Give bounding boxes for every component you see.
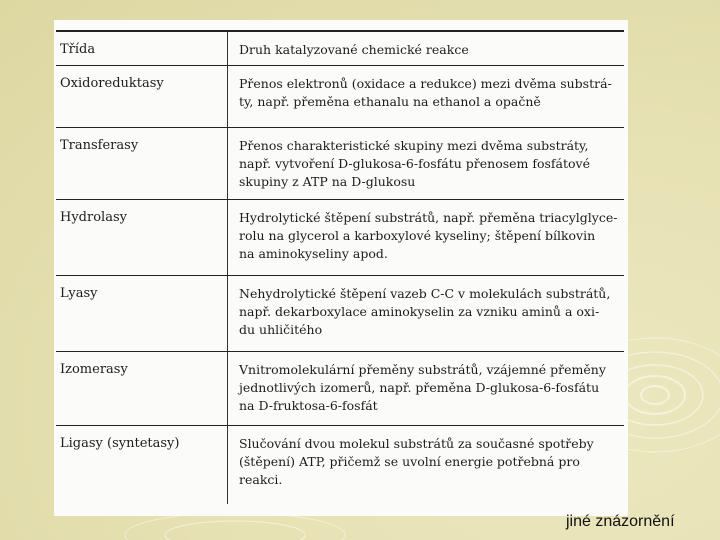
description-line: Nehydrolytické štěpení vazeb C-C v molekulách substrátů, [239,286,611,301]
description-line: rolu na glycerol a karboxylové kyseliny; štěpení bílkovin [239,228,596,243]
class-name: Lyasy [56,276,228,351]
class-name: Hydrolasy [56,200,228,275]
description-line: jednotlivých izomerů, např. přeměna D-glukosa-6-fosfátu [239,380,600,395]
table-row [56,276,624,352]
table-row [56,352,624,426]
class-name: Transferasy [56,128,228,199]
header-reaction: Druh katalyzované chemické reakce [239,42,469,57]
description-line: skupiny z ATP na D-glukosu [239,174,416,189]
description-line: na aminokyseliny apod. [239,246,388,261]
header-class: Třída [56,32,228,65]
class-name: Ligasy (syntetasy) [56,426,228,504]
reaction-description [228,352,624,425]
class-name: Izomerasy [56,352,228,425]
description-line: např. vytvoření D-glukosa-6-fosfátu přenosem fosfátové [239,156,591,171]
description-line: (štěpení) ATP, přičemž se uvolní energie potřebná pro [239,454,580,469]
reaction-description [228,66,624,127]
description-line: Přenos charakteristické skupiny mezi dvěma substráty, [239,138,589,153]
class-name: Oxidoreduktasy [56,66,228,127]
document-page [54,20,628,516]
reaction-description [228,426,624,504]
reaction-description [228,200,624,275]
description-line: Hydrolytické štěpení substrátů, např. přeměna triacylglyce- [239,210,618,225]
table-row [56,128,624,200]
description-line: reakci. [239,472,283,487]
description-line: Slučování dvou molekul substrátů za současné spotřeby [239,436,594,451]
reaction-description [228,128,624,199]
description-line: na D-fruktosa-6-fosfát [239,398,378,413]
table-header-row [56,32,624,66]
description-line: např. dekarboxylace aminokyselin za vzniku aminů a oxi- [239,304,600,319]
table-row [56,66,624,128]
table-row [56,200,624,276]
description-line: Vnitromolekulární přeměny substrátů, vzájemné přeměny [239,362,606,377]
enzyme-classes-table [56,30,624,504]
description-line: du uhličitého [239,322,323,337]
description-line: ty, např. přeměna ethanalu na ethanol a opačně [239,94,541,109]
table-row [56,426,624,504]
alternative-view-link[interactable]: jiné znázornění [566,513,675,530]
description-line: Přenos elektronů (oxidace a redukce) mezi dvěma substrá- [239,76,612,91]
reaction-description [228,276,624,351]
